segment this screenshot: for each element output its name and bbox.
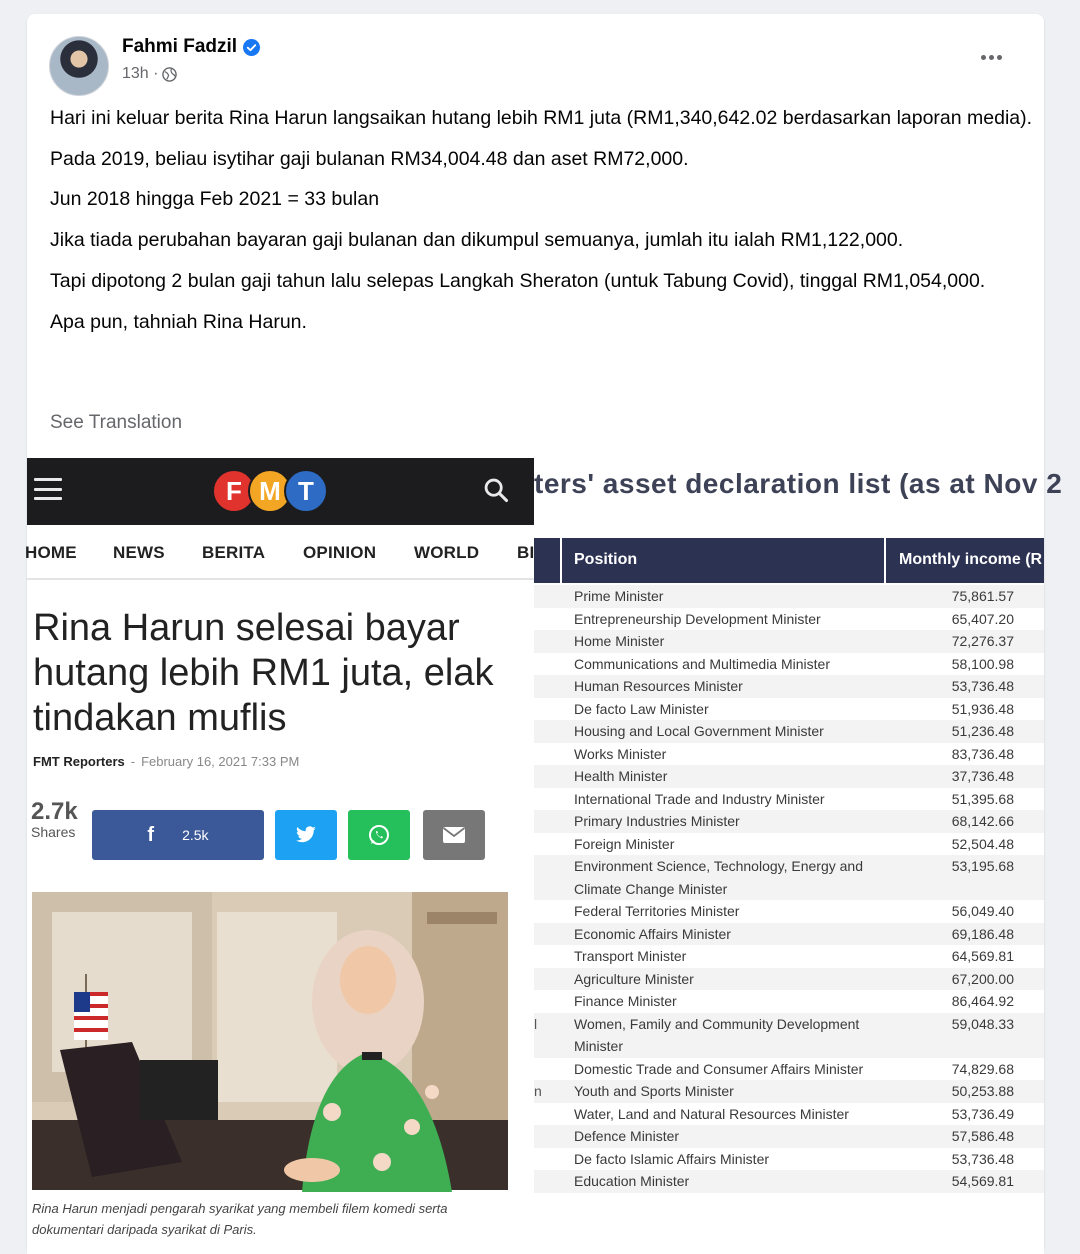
row-position: De facto Law Minister	[574, 700, 709, 717]
row-income: 51,395.68	[951, 790, 1014, 807]
byline-date: February 16, 2021 7:33 PM	[141, 754, 300, 769]
nav-home: HOME	[25, 543, 77, 562]
nav-bi: BI	[517, 543, 535, 562]
article-photo-caption: Rina Harun menjadi pengarah syarikat yang membeli filem komedi serta dokumentari daripada syarikat di Paris.	[32, 1201, 448, 1237]
row-position: Finance Minister	[574, 993, 677, 1009]
more-options-button[interactable]	[974, 47, 1008, 67]
table-row	[534, 698, 1044, 721]
table-row	[534, 765, 1044, 788]
table-row	[534, 1080, 1044, 1103]
row-position: Agriculture Minister	[574, 970, 694, 987]
share-count-label: Shares	[31, 824, 76, 840]
table-row	[534, 900, 1044, 923]
post-meta	[122, 65, 177, 83]
table-row	[534, 720, 1044, 743]
table-row	[534, 1058, 1044, 1081]
table-row	[534, 585, 1044, 608]
fmt-logo-letter: M	[248, 469, 292, 513]
nav-world: WORLD	[414, 543, 480, 562]
fmt-logo-letter: T	[284, 469, 328, 513]
post-timestamp[interactable]: 13h ·	[122, 65, 159, 82]
whatsapp-icon	[367, 823, 391, 847]
shared-image[interactable]	[25, 458, 1063, 1254]
row-income: 53,736.48	[951, 678, 1014, 694]
row-income: 51,236.48	[951, 723, 1014, 739]
whatsapp-share-button	[348, 810, 410, 860]
row-income: 72,276.37	[951, 633, 1014, 649]
fmt-article-screenshot	[27, 458, 534, 1254]
row-position: Works Minister	[574, 745, 667, 762]
row-position: International Trade and Industry Minister	[574, 790, 825, 807]
row-income: 50,253.88	[951, 1083, 1014, 1099]
twitter-icon	[295, 826, 317, 844]
row-income: 51,936.48	[951, 700, 1014, 717]
post-body	[50, 104, 1035, 349]
table-row	[534, 1170, 1044, 1193]
row-position: Primary Industries Minister	[574, 813, 740, 829]
post-header	[27, 14, 1044, 104]
column-divider	[560, 538, 562, 583]
table-row	[534, 675, 1044, 698]
row-lead-text: n	[534, 1083, 542, 1099]
post-paragraph: Jun 2018 hingga Feb 2021 = 33 bulan	[50, 188, 380, 210]
row-position: Women, Family and Community Development Minister	[574, 1015, 860, 1054]
avatar[interactable]	[49, 36, 109, 96]
table-row	[534, 945, 1044, 968]
row-income: 58,100.98	[951, 655, 1014, 672]
row-position: Economic Affairs Minister	[574, 925, 731, 942]
table-row	[534, 653, 1044, 676]
table-body	[534, 585, 1044, 1193]
globe-icon	[162, 67, 177, 82]
row-income: 56,049.40	[951, 903, 1014, 919]
row-position: Prime Minister	[574, 588, 664, 604]
row-position: Health Minister	[574, 768, 668, 784]
article-headline: Rina Harun selesai bayar hutang lebih RM1 juta, elak tindakan muflis	[33, 607, 494, 739]
row-income: 65,407.20	[951, 610, 1014, 627]
table-row	[534, 810, 1044, 833]
email-icon	[442, 826, 466, 844]
row-income: 59,048.33	[951, 1015, 1014, 1032]
article-byline	[33, 754, 299, 769]
author-name[interactable]: Fahmi Fadzil	[122, 36, 238, 57]
byline-separator: -	[130, 754, 136, 769]
table-row	[534, 1103, 1044, 1126]
nav-berita: BERITA	[202, 543, 266, 562]
share-count-number: 2.7k	[31, 798, 78, 825]
table-row	[534, 923, 1044, 946]
row-position: Domestic Trade and Consumer Affairs Minister	[574, 1060, 864, 1077]
asset-table-title: ters' asset declaration list (as at Nov 2	[534, 468, 1063, 499]
table-row	[534, 608, 1044, 631]
row-position: Transport Minister	[574, 948, 687, 964]
row-position: Housing and Local Government Minister	[574, 723, 824, 739]
more-dot-icon	[981, 55, 986, 60]
table-row	[534, 788, 1044, 811]
verified-badge-icon	[243, 39, 260, 56]
post-paragraph: Hari ini keluar berita Rina Harun langsaikan hutang lebih RM1 juta (RM1,340,642.02 berdasarkan laporan media).	[50, 107, 1033, 129]
row-income: 67,200.00	[951, 970, 1014, 987]
row-income: 54,569.81	[951, 1173, 1014, 1189]
table-row	[534, 1148, 1044, 1171]
row-position: Communications and Multimedia Minister	[574, 655, 830, 672]
asset-declaration-table	[534, 458, 1063, 1254]
table-row	[534, 855, 1044, 900]
table-row	[534, 1013, 1044, 1058]
row-position: Defence Minister	[574, 1128, 680, 1144]
row-position: Human Resources Minister	[574, 678, 743, 694]
row-position: Education Minister	[574, 1173, 690, 1189]
row-income: 83,736.48	[951, 745, 1014, 762]
row-income: 53,736.49	[951, 1105, 1014, 1122]
table-header	[534, 538, 1044, 583]
row-income: 75,861.57	[951, 588, 1014, 604]
more-dot-icon	[989, 55, 994, 60]
facebook-post	[25, 14, 1063, 1254]
row-income: 74,829.68	[951, 1060, 1014, 1077]
table-row	[534, 1125, 1044, 1148]
fmt-topbar	[27, 458, 534, 525]
row-position: Federal Territories Minister	[574, 903, 740, 919]
article-photo	[32, 892, 508, 1190]
row-income: 52,504.48	[951, 835, 1014, 852]
row-lead-text: l	[534, 1015, 538, 1032]
byline-author: FMT Reporters	[33, 754, 125, 769]
row-income: 69,186.48	[951, 925, 1014, 942]
facebook-share-count: 2.5k	[182, 827, 209, 843]
nav-opinion: OPINION	[303, 543, 377, 562]
post-paragraph: Jika tiada perubahan bayaran gaji bulanan dan dikumpul semuanya, jumlah itu ialah RM1,122,000.	[50, 229, 904, 251]
column-divider	[884, 538, 886, 583]
table-row	[534, 968, 1044, 991]
row-income: 86,464.92	[951, 993, 1014, 1009]
table-row	[534, 990, 1044, 1013]
fmt-logo-letter: F	[212, 469, 256, 513]
twitter-share-button	[275, 810, 337, 860]
row-position: Foreign Minister	[574, 835, 675, 852]
table-row	[534, 743, 1044, 766]
column-header-position: Position	[574, 551, 638, 568]
row-position: Water, Land and Natural Resources Minister	[574, 1105, 849, 1122]
fmt-logo	[212, 469, 320, 513]
see-translation-link[interactable]: See Translation	[50, 412, 183, 433]
row-income: 57,586.48	[951, 1128, 1014, 1144]
more-dot-icon	[997, 55, 1002, 60]
fmt-nav	[27, 525, 534, 580]
table-row	[534, 833, 1044, 856]
author-row	[122, 36, 260, 58]
row-income: 37,736.48	[951, 768, 1014, 784]
row-position: Entrepreneurship Development Minister	[574, 610, 821, 627]
share-count	[31, 800, 78, 840]
post-paragraph: Tapi dipotong 2 bulan gaji tahun lalu selepas Langkah Sheraton (untuk Tabung Covid), tinggal RM1,054,000.	[50, 270, 986, 292]
row-income: 64,569.81	[951, 948, 1014, 964]
hamburger-menu-icon	[34, 478, 62, 500]
post-paragraph: Apa pun, tahniah Rina Harun.	[50, 311, 307, 333]
nav-news: NEWS	[113, 543, 165, 562]
search-icon	[482, 476, 510, 504]
row-income: 68,142.66	[951, 813, 1014, 829]
row-income: 53,736.48	[951, 1150, 1014, 1167]
facebook-share-button	[92, 810, 264, 860]
post-paragraph: Pada 2019, beliau isytihar gaji bulanan RM34,004.48 dan aset RM72,000.	[50, 148, 689, 170]
email-share-button	[423, 810, 485, 860]
row-position: Environment Science, Technology, Energy and Climate Change Minister	[574, 858, 863, 897]
facebook-icon: f	[147, 823, 155, 846]
row-position: Home Minister	[574, 633, 665, 649]
row-income: 53,195.68	[951, 858, 1014, 874]
row-position: De facto Islamic Affairs Minister	[574, 1150, 770, 1167]
table-row	[534, 630, 1044, 653]
column-header-income: Monthly income (R	[899, 551, 1043, 568]
row-position: Youth and Sports Minister	[574, 1083, 734, 1099]
article-photo-illustration	[32, 892, 508, 1190]
